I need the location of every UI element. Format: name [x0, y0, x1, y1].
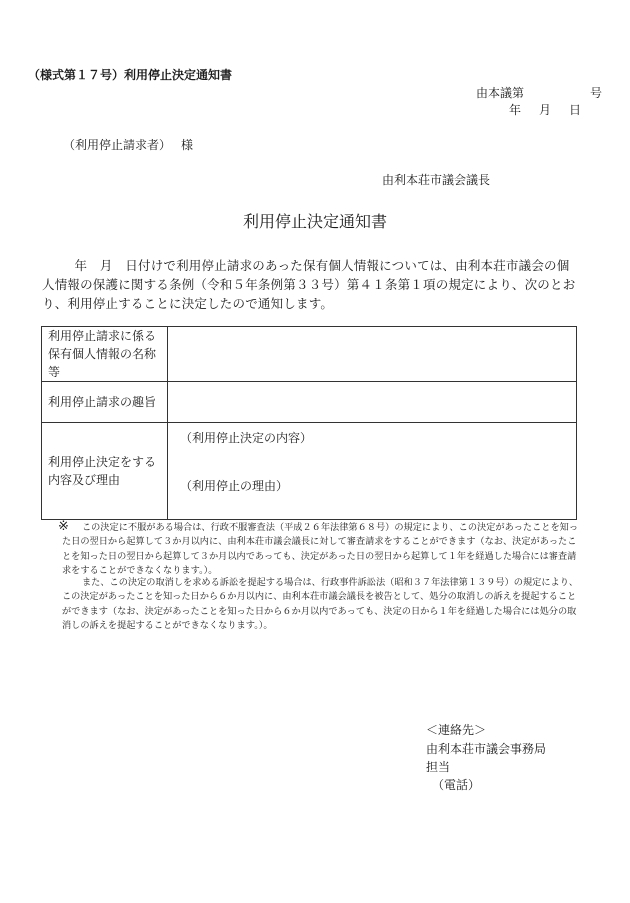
- contact-phone: （電話）: [432, 778, 481, 792]
- row-value-request-purpose: [168, 382, 577, 423]
- decision-reason-label: （利用停止の理由）: [180, 479, 289, 493]
- addressee-name: （利用停止請求者）: [63, 138, 172, 152]
- date-year: 年: [509, 103, 522, 117]
- addressee: [63, 136, 193, 153]
- note-lawsuit: また、この決定の取消しを求める訴訟を提起する場合は、行政事件訴訟法（昭和３７年法律第１３９号）の規定により、この決定があったことを知った日から６か月以内に、由利本荘市議会議長を被告として、処分の取消しの訴えを提起することができます（なお、決定があったことを知った日から６か月以内であっても、決定の日から１年を経過した場合には処分の取消しの訴えを提起することができなくなります。）。: [62, 577, 579, 631]
- table-row-decision-reason: [42, 423, 577, 520]
- body-paragraph: 年 月 日付けで利用停止請求のあった保有個人情報については、由利本荘市議会の個人情報の保護に関する条例（令和５年条例第３３号）第４１条第１項の規定により、次のとおり、利用停止することに決定したので通知します。: [42, 258, 576, 311]
- decision-table: [41, 326, 577, 520]
- table-row-request-purpose: [42, 382, 577, 423]
- date-day: 日: [569, 103, 582, 117]
- sender-name: 由利本荘市議会議長: [382, 173, 491, 187]
- document-title: 利用停止決定通知書: [242, 212, 387, 231]
- document-number: [476, 84, 602, 101]
- table-row-info-name: [42, 327, 577, 382]
- document-number-suffix: 号: [590, 86, 603, 100]
- date-month: 月: [539, 103, 552, 117]
- contact-organization: 由利本荘市議会事務局: [426, 742, 547, 756]
- row-label-info-name: 利用停止請求に係る保有個人情報の名称等: [42, 327, 168, 382]
- form-label: （様式第１７号）利用停止決定通知書: [28, 68, 233, 82]
- row-value-info-name: [168, 327, 577, 382]
- row-value-decision-reason: [168, 423, 577, 520]
- addressee-honorific: 様: [181, 138, 194, 152]
- contact-person: 担当: [426, 760, 451, 774]
- row-label-decision-reason: 利用停止決定をする内容及び理由: [42, 423, 168, 520]
- row-label-request-purpose: 利用停止請求の趣旨: [42, 382, 168, 423]
- contact-heading: ＜連絡先＞: [426, 723, 487, 737]
- decision-content-label: （利用停止決定の内容）: [180, 431, 313, 445]
- document-date: [509, 101, 581, 118]
- note-appeal: この決定に不服がある場合は、行政不服審査法（平成２６年法律第６８号）の規定により、この決定があったことを知った日の翌日から起算して３か月以内に、由利本荘市議会議長に対して審査請求をすることができます（なお、決定があったことを知った日の翌日から起算して３か月以内であっても、決定があった日の翌日から起算して１年を経過した場合には審査請求をすることができなくなります。）。: [62, 522, 579, 576]
- document-number-prefix: 由本議第: [476, 86, 525, 100]
- note-mark: ※: [58, 519, 69, 534]
